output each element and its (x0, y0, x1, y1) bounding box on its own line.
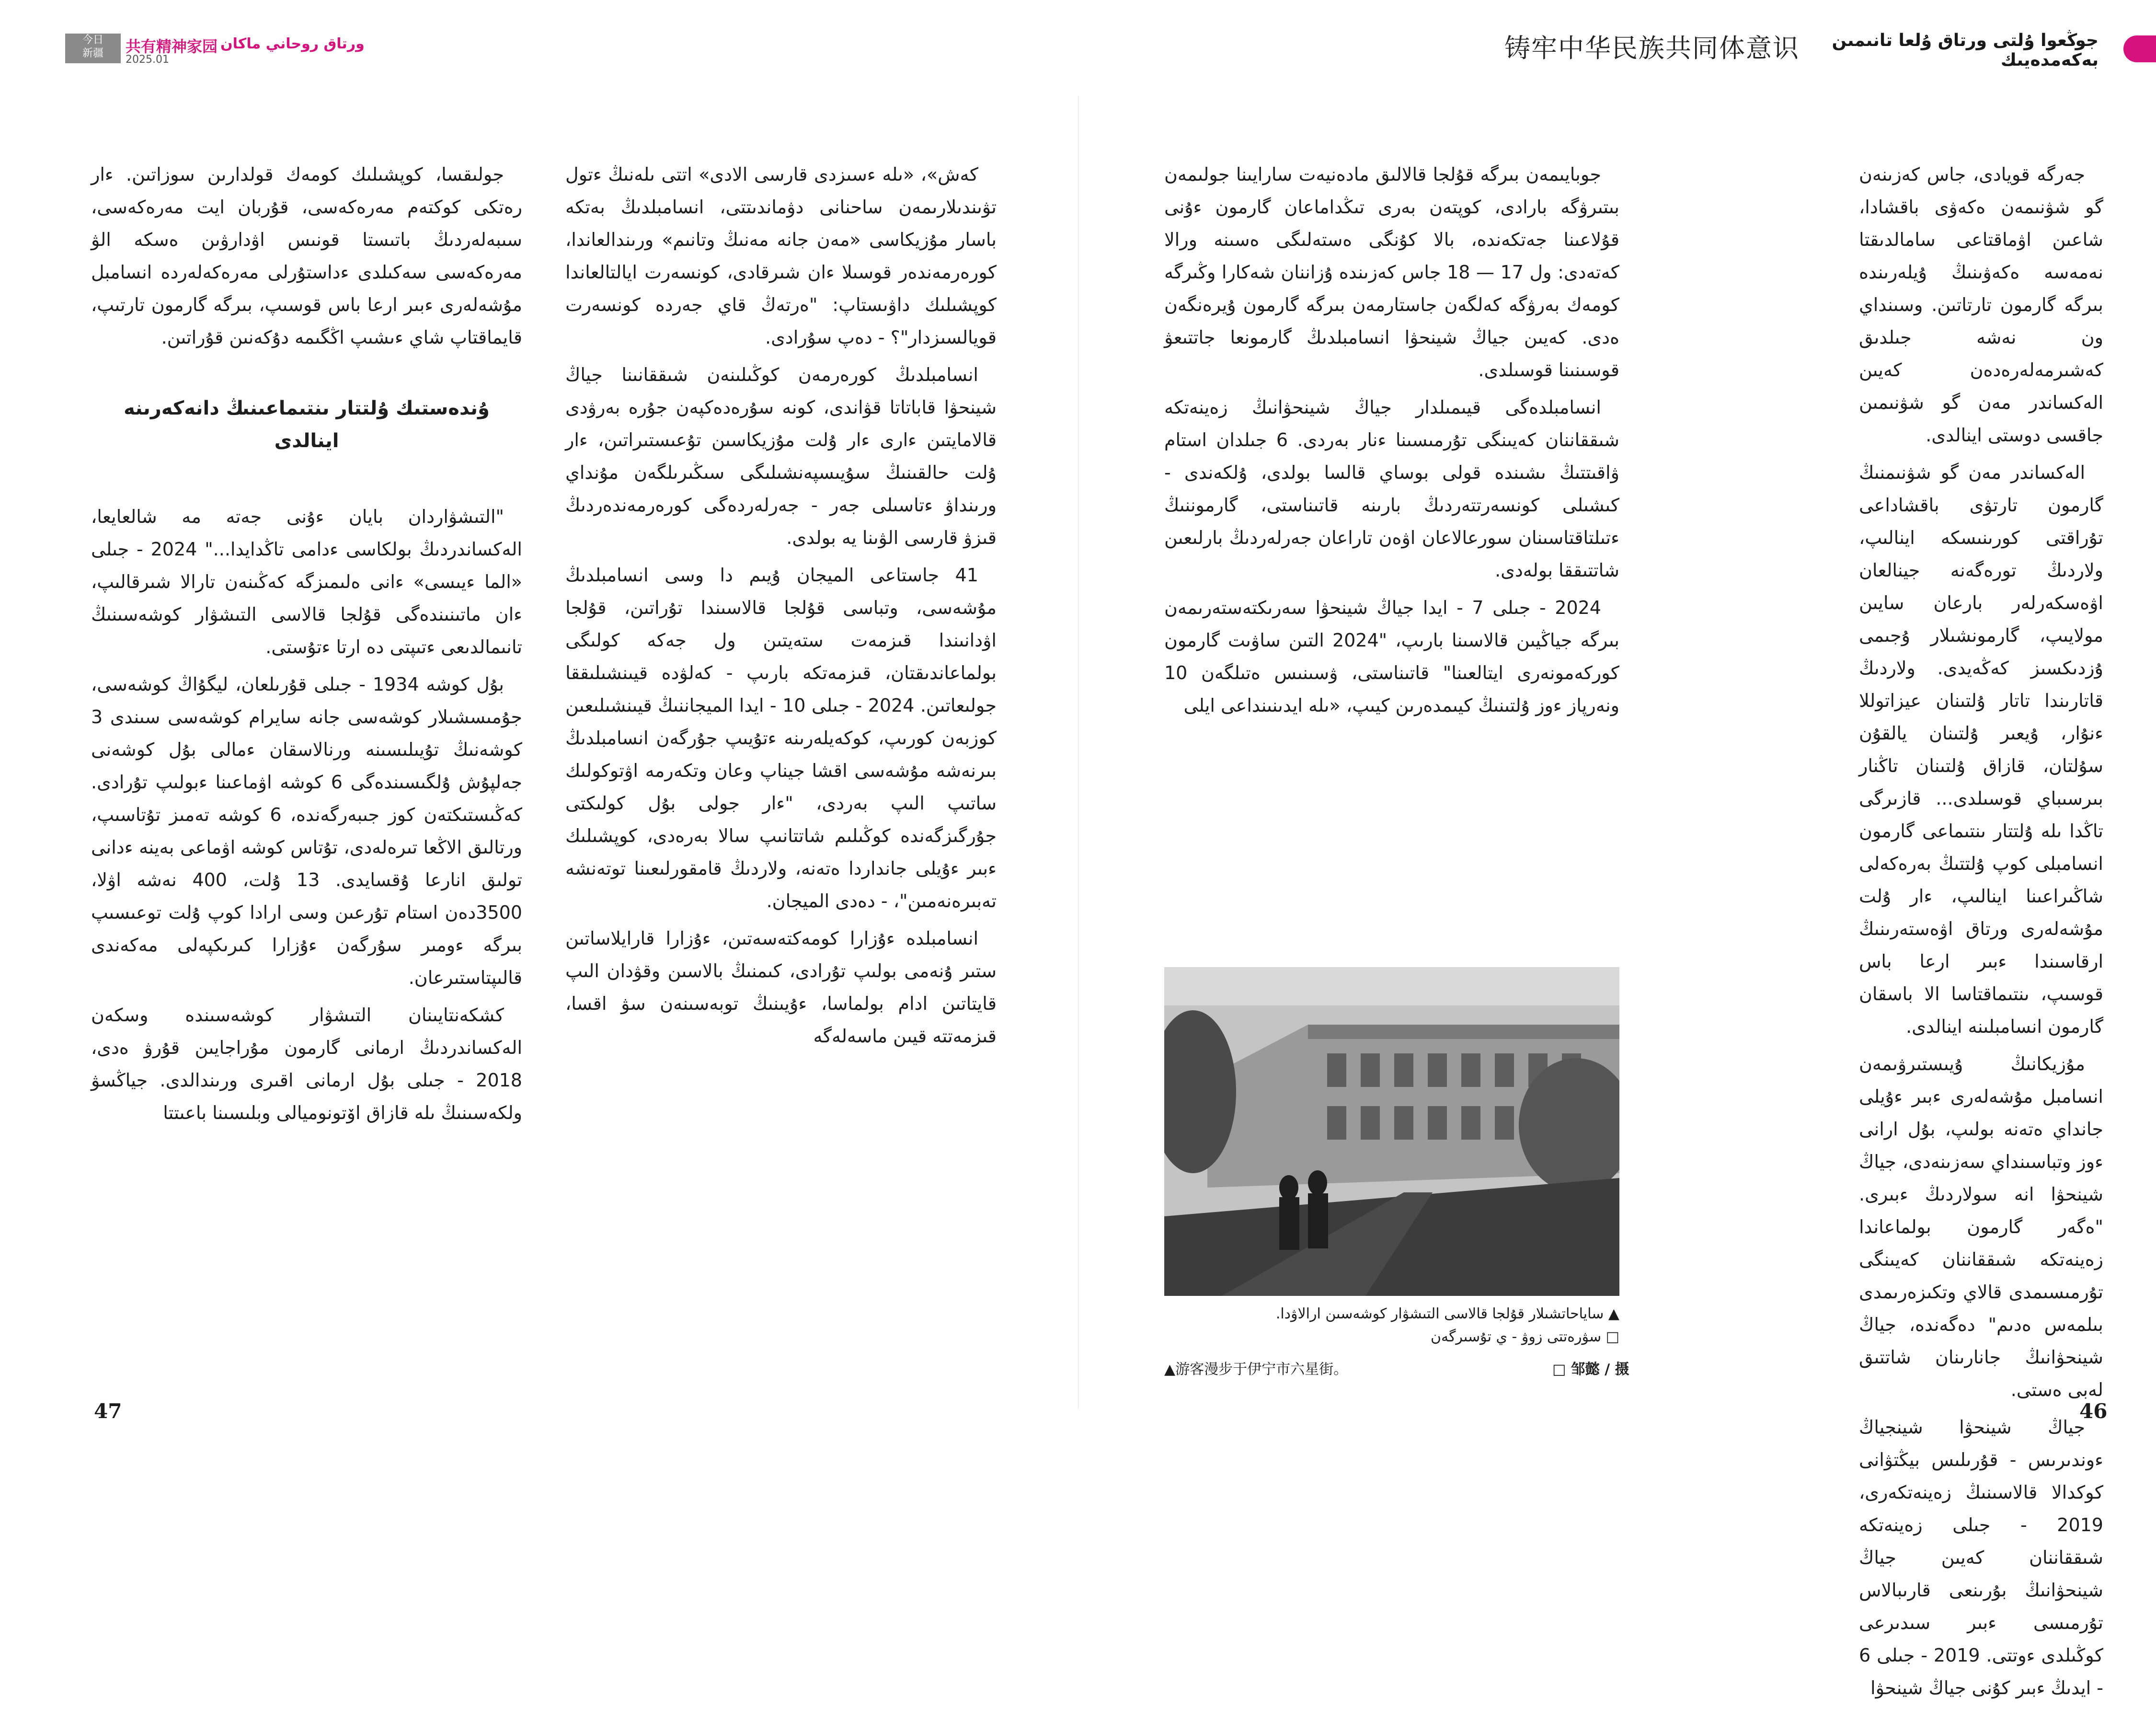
logo-line-1: 今日 (82, 34, 103, 46)
page-number-left: 47 (94, 1399, 122, 1423)
paragraph: "التىشۋاردان بايان ءۇنى جەتە مە شالعايعا، الەكساندردىڭ بولكاسى ءدامى تاڭدايدا..." 2024 - جىلى «الما ءيىسى» ءانى ەلىمىزگە كەڭىنەن تارالا شىرقالىپ، ءان ماتىنىندەگى قۇلجا قالاسى التىشۋار كوشەسىنىڭ تانىمالدىعى ءتىپتى دە ارتا ءتۇستى. (91, 506, 522, 658)
page-number-right: 46 (2079, 1399, 2108, 1423)
section-tab-marker (2123, 35, 2156, 62)
photo-credit-cn: □ 邹懿 / 摄 (1552, 1361, 1629, 1378)
paragraph: انسامبلدىڭ كورەرمەن كوڭىلىنەن شىققانىنا جياڭ شينحۋا قاباتاتا قۋاندى، كونە سۇرەدەكپەن جۇرە بەرۋدى قالامايتىن ءارى ءار ۇلت مۇزيكاسىن تۇعىستىراتىن، ءار ۇلت حالقىنىڭ سۇيىسپەنشىلىگى سىڭىرىلگەن مۇنداي ورىنداۋ ءتاسىلى جەر - جەرلەردەگى كورەرمەندەردىڭ قىزۋ قارسى الۋىنا يە بولدى. (565, 364, 997, 548)
text-column-3 (565, 158, 997, 1057)
section-title-ug: جوڭعوا ۇلتى ورتاق ۇلعا تانىمىن بەكەمدەيىك (1832, 31, 2099, 70)
section-title-cn: 铸牢中华民族共同体意识 (1504, 33, 1800, 63)
paragraph: انسامبلدەگى قيىمىلدار جياڭ شينحۋانىڭ زەينەتكە شىققاننان كەيىنگى تۇرمىسىنا ءنار بەردى. 6 جىلدان استام ۋاقىتتىڭ ىشىندە قولى بوساي قالسا بولدى، ۇلكەندى - كىشىلى كونسەرتتەردىڭ بارىنە قاتىناستى، گارموننىڭ ءتىلتاقتاسىنان سورعالاعان اۋەن تاراعان جەرلەردىڭ بارلىعىن شاتتىققا بولەدى. (1164, 397, 1620, 581)
text-column-1 (1859, 158, 2103, 1709)
paragraph: الەكساندر مەن گو شۋنىمنىڭ گارمون تارتۋى باقشاداعى تۇراقتى كورىنىسكە اينالىپ، ولاردىڭ تورەگەنە جينالعان اۋەسكەرلەر بارعان سايىن مولايىپ، گارمونشىلار ۇجىمى ۇزدىكسىز كەڭەيدى. ولاردىڭ قاتارىندا تاتار ۇلتىنان عيزاتوللا ءنۇار، ۇيعىر ۇلتىنان يالقۇن سۇلتان، قازاق ۇلتىنان تاڭنار بىرسىباي قوسىلدى... قازىرگى تاڭدا ىلە ۇلتتار ىنتىماعى گارمون انسامبلى كوپ ۇلتتىڭ بەرەكەلى شاڭىراعىنا اينالىپ، ءار ۇلت مۇشەلەرى ورتاق اۋەستەرىنىڭ ارقاسىندا ءبىر ارعا باس قوسىپ، ىنتىماقتاسا الا باسقان گارمون انسامبلىنە اينالدى. (1859, 462, 2103, 1037)
paragraph: جياڭ شينحۋا شينجياڭ ءوندىرىس - قۇرىلىس بيڭتۋانى كوكدالا قالاسىنىڭ زەينەتكەرى، 2019 - جىلى زەينەتكە شىققاننان كەيىن جياڭ شينحۋانىڭ بۇرىنعى قارىبالاس تۇرمىسى ءبىر سىدىرعى كوڭىلدى ءوتتى. 2019 - جىلى 6 - ايدىڭ ءبىر كۇنى جياڭ شينحۋا (1859, 1417, 2103, 1698)
paragraph: انسامبلدە ءۇزارا كومەكتەسەتىن، ءۇزارا قارايلاساتىن ستىر ۇنەمى بولىپ تۇرادى، كىمنىڭ بالاسىن وقۋدان الىپ قايتاتىن ادام بولماسا، ءۇيىنىڭ توبەسىنەن سۋ اقسا، قىزمەتتە قيىن ماسەلەگە (565, 928, 997, 1047)
section-heading: ۇندەستىك ۇلتتار ىنتىماعىنىڭ دانەكەرىنە اينالدى (124, 397, 490, 452)
paragraph: مۇزيكانىڭ ۇيىستىرۋىمەن انسامبل مۇشەلەرى ءبىر ءۇيلى جانداي ەتەنە بولىپ، بۇل ارانى ءوز وتباسىنداي سەزىنەدى، جياڭ شينحۋا انە سولاردىڭ ءبىرى. "ەگەر گارمون بولماعاندا زەينەتكە شىققاننان كەيىنگى تۇرمىسىمدى قالاي وتكىزەرىمدى بىلمەس ەدىم" دەگەندە، جياڭ شينحۋانىڭ جانارىنان شاتتىق لەبى ەستى. (1859, 1053, 2103, 1400)
paragraph: 41 جاستاعى الميجان ۇيىم دا وسى انسامبلدىڭ مۇشەسى، وتباسى قۇلجا قالاسىندا تۇراتىن، قۇلجا اۋدانىندا قىزمەت ستەيتىن ول جەكە كولىگى بولماعاندىقتان، قىزمەتكە بارىپ - كەلۋدە قيىنشىلىققا جولىعاتىن. 2024 - جىلى 10 - ايدا الميجاننىڭ قيىنشىلىعىن كوزبەن كورىپ، كوكەيلەرىنە ءتۇيىپ جۇرگەن انسامبلدىڭ بىرنەشە مۇشەسى اقشا جيناپ وعان وتكەرمە اۋتوكولىك ساتىپ الىپ بەردى، "ءار جولى بۇل كولىكتى جۇرگىزگەندە كوڭىلىم شاتتانىپ سالا بەرەدى، كوپشىلىك ءبىر ءۇيلى جانداردا ەتەنە، ولاردىڭ قامقورلىعىنا توتەنشە تەبىرەنەمىن"، - دەدى الميجان. (565, 565, 997, 912)
logo-line-2: 新疆 (82, 47, 103, 59)
magazine-name-cn: 共有精神家园 (126, 37, 218, 56)
paragraph: جولىقسا، كوپشىلىك كومەك قولدارىن سوزاتىن. ءار رەتكى كوكتەم مەرەكەسى، قۇربان ايت مەرەكەسى، سىبەلەردىڭ باتىستا قونىس اۋدارۋىن ەسكە الۋ مەرەكەسى سەكىلدى ءداستۇرلى مەرەكەلەردە انسامبل مۇشەلەرى ءبىر ارعا باس قوسىپ، بىرگە گارمون تارتىپ، قايماقتاپ شاي ءىشىپ اڭگىمە دۇكەنىن قۇراتىن. (91, 164, 522, 348)
photo-credit-ug: □ سۋرەتتى زوۋ - ي تۇسىرگەن (1430, 1328, 1619, 1345)
text-column-4 (91, 158, 522, 1134)
paragraph: كەش»، «ىلە ءسىزدى قارسى الادى» اتتى ىلەنىڭ ءتول تۋىندىلارىمەن ساحنانى دۋماندىتتى، انسامبلدىڭ بەتكە باسار مۇزيكاسى «مەن جانە مەنىڭ وتانىم» ورىندالعاندا، كورەرمەندەر قوسىلا ءان شىرقادى، كونسەرت ايالتالعاندا كوپشىلىك داۋىستاپ: "ەرتەڭ قاي جەردە كونسەرت قويالسىزدار"؟ - دەپ سۇرادى. (565, 164, 997, 348)
paragraph: بۇل كوشە 1934 - جىلى قۇرىلعان، ليگۇاڭ كوشەسى، جۇمىسشىلار كوشەسى جانە سايرام كوشەسى سىندى 3 كوشەنىڭ تۇيىلىسىنە ورنالاسقان ءمالى بۇل كوشەنى جەلپۇش ۇلگىسىندەگى 6 كوشە اۋماعىنا ءبولىپ تۇرادى. كەڭىستىكتەن كوز جىبەرگەندە، 6 كوشە تەمىز تۇتاسىپ، ورتالىق الاڭعا تىرەلەدى، تۇتاس كوشە اۋماعى بەينە ءدانى تولىق انارعا ۇقسايدى. 13 ۇلت، 400 نەشە اۋلا، 3500دەن استام تۇرعىن وسى ارادا كوپ ۇلت توعىسىپ بىرگە ءومىر سۇرگەن ءۇزارا كىرىكپەلى مەكەندى قالىپتاستىرعان. (91, 674, 523, 988)
text-column-2 (1164, 158, 1619, 727)
paragraph: كشكەنتايىنان التىشۋار كوشەسىندە وسكەن الەكساندردىڭ ارمانى گارمون مۇراجايىن قۇرۋ ەدى، 2018 - جىلى بۇل ارمانى اقىرى ورىندالدى. جياڭسۋ ولكەسىنىڭ ىلە قازاق اۆتونوميالى وبلىسىنا باعىتتا (91, 1005, 522, 1123)
street-photo (1164, 967, 1619, 1296)
paragraph: 2024 - جىلى 7 - ايدا جياڭ شينحۋا سەرىكتەستەرىمەن بىرگە جياڭيىن قالاسىنا بارىپ، "2024 التىن ساۋىت گارمون كوركەمونەرى ايتالعىنا" قاتىناستى، ۋسىنىس ەتىلگەن 10 ونەرپاز ءوز ۇلتىنىڭ كيىمدەرىن كيىپ، «ىلە ايدىنىنداعى ايلى (1164, 597, 1619, 716)
magazine-logo (65, 34, 121, 63)
paragraph: جوبايىمەن بىرگە قۇلجا قالالىق مادەنيەت سارايىنا جولىمەن بىتىرۋگە بارادى، كوپتەن بەرى تىڭداماعان گارمون ءۇنى قۇلاعىنا جەتكەندە، بالا كۇنگى ەستەلىگى ەسىنە ورالا كەتەدى: ول 17 — 18 جاس كەزىندە ۇزاننان شەكارا وڭىرگە كومەك بەرۋگە كەلگەن جاستارمەن بىرگە گارمون ۇيرەنگەن ەدى. كەيىن جياڭ شينحۋا انسامبلدىڭ گارمونعا جاتتىعۋ قوسىنىنا قوسىلدى. (1164, 164, 1619, 381)
paragraph: جەرگە قويادى، جاس كەزىنەن گو شۋنىمەن ەكەۋى باقشادا، شاعىن اۋماقتاعى سامالدىقتا نەمەسە ەكەۋىنىڭ ۇيلەرىندە بىرگە گارمون تارتاتىن. وسىنداي ون نەشە جىلدىق كەشىرمەلەرەدەن كەيىن الەكساندر مەن گو شۋنىمىن جاقسى دوستى اينالدى. (1859, 164, 2103, 446)
magazine-name-ug: ورتاق روحاني ماكان (220, 35, 365, 52)
photo-caption-cn: ▲游客漫步于伊宁市六星街。 (1164, 1361, 1348, 1378)
photo-caption-ug: ▲ ساياحاتشىلار قۇلجا قالاسى التىشۋار كوشەسىن ارالاۋدا. (1275, 1305, 1619, 1322)
issue-number: 2025.01 (126, 54, 169, 66)
